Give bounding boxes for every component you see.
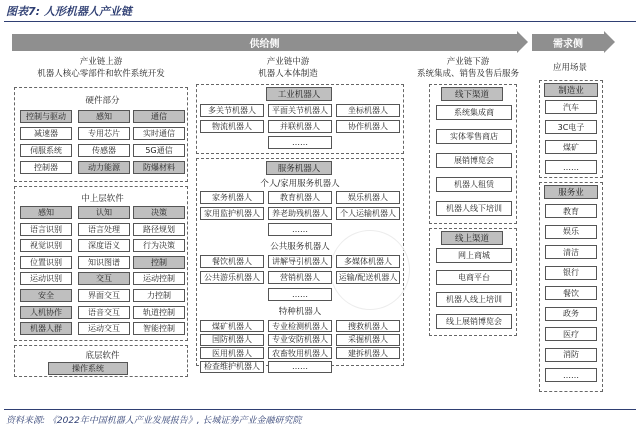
software-item: 界面交互 <box>78 289 130 302</box>
midstream-subtitle: 机器人本体制造 <box>258 69 318 79</box>
software-item: 语言识别 <box>20 223 72 236</box>
software-item: 视觉识别 <box>20 239 72 252</box>
operating-system-item: 操作系统 <box>48 362 128 375</box>
online-channel-item: 机器人线上培训 <box>436 292 512 307</box>
offline-channel-item: 展销博览会 <box>436 153 512 168</box>
industrial-robot-item: 并联机器人 <box>268 120 332 133</box>
hardware-item: 减速器 <box>20 127 72 140</box>
software-item: 交互 <box>78 272 130 285</box>
offline-channel-item: 机器人线下培训 <box>436 201 512 216</box>
hardware-label: 硬件部分 <box>85 96 120 106</box>
special-robot-item: 搜救机器人 <box>336 320 400 332</box>
downstream-header <box>408 56 528 80</box>
hardware-item: 防爆材料 <box>133 161 185 174</box>
home-service-more-item: …… <box>268 223 332 236</box>
home-service-item: 娱乐机器人 <box>336 191 400 204</box>
upstream-subtitle: 机器人核心零部件和软件系统开发 <box>37 69 165 79</box>
special-robot-item: 专业安防机器人 <box>268 334 332 346</box>
special-robot-item: 建拆机器人 <box>336 347 400 359</box>
public-service-item: 餐饮机器人 <box>200 255 264 268</box>
manufacturing-item: 煤矿 <box>545 140 597 154</box>
demand-side-label: 需求侧 <box>553 39 583 50</box>
service-industry-item: 餐饮 <box>545 286 597 300</box>
industrial-robot-item: 坐标机器人 <box>336 104 400 117</box>
service-industry-label: 服务业 <box>544 185 598 199</box>
upstream-header <box>16 56 186 80</box>
midstream-title: 产业链中游 <box>266 57 310 67</box>
software-item: 深度语义 <box>78 239 130 252</box>
software-item: 认知 <box>78 206 130 219</box>
public-service-item: 营销机器人 <box>268 271 332 284</box>
hardware-item: 控制与驱动 <box>20 110 72 123</box>
downstream-subtitle: 系统集成、销售及售后服务 <box>416 69 519 79</box>
software-item: 力控制 <box>133 289 185 302</box>
hardware-item: 传感器 <box>78 144 130 157</box>
manufacturing-item: 3C电子 <box>545 120 597 134</box>
hardware-item: 动力能源 <box>78 161 130 174</box>
public-service-label: 公共服务机器人 <box>270 242 330 252</box>
service-robot-label: 服务机器人 <box>266 161 332 175</box>
home-service-item: 个人运输机器人 <box>336 207 400 220</box>
industrial-robot-item: 协作机器人 <box>336 120 400 133</box>
software-item: 决策 <box>133 206 185 219</box>
public-service-item: 运输/配送机器人 <box>336 271 400 284</box>
supply-side-arrow <box>12 34 517 51</box>
midstream-header <box>228 56 348 80</box>
service-industry-item: 娱乐 <box>545 225 597 239</box>
home-service-item: 教育机器人 <box>268 191 332 204</box>
service-industry-item: 清洁 <box>545 245 597 259</box>
special-robot-item: 国防机器人 <box>200 334 264 346</box>
industrial-robot-item: 平面关节机器人 <box>268 104 332 117</box>
special-robot-item: 专业检测机器人 <box>268 320 332 332</box>
home-service-label: 个人/家用服务机器人 <box>260 179 340 189</box>
downstream-title: 产业链下游 <box>446 57 490 67</box>
special-robot-item: 煤矿机器人 <box>200 320 264 332</box>
source-note: 资料来源: 《2022年中国机器人产业发展报告》, 长城证券产业金融研究院 <box>6 416 302 426</box>
software-item: 运动控制 <box>133 272 185 285</box>
industrial-robot-item: 多关节机器人 <box>200 104 264 117</box>
software-item: 知识图谱 <box>78 256 130 269</box>
software-item: 智能控制 <box>133 322 185 335</box>
middleware-label: 中上层软件 <box>81 194 124 204</box>
bottom-software-label: 底层软件 <box>85 351 120 361</box>
software-item: 轨道控制 <box>133 306 185 319</box>
software-item: 运动识别 <box>20 272 72 285</box>
software-item: 控制 <box>133 256 185 269</box>
software-item: 行为决策 <box>133 239 185 252</box>
manufacturing-item: 汽车 <box>545 100 597 114</box>
service-industry-item: 银行 <box>545 266 597 280</box>
software-item: 安全 <box>20 289 72 302</box>
online-channel-item: 线上展销博览会 <box>436 314 512 329</box>
offline-channel-item: 系统集成商 <box>436 105 512 120</box>
title-divider <box>4 21 636 22</box>
industrial-robot-item: 物流机器人 <box>200 120 264 133</box>
service-industry-item: …… <box>545 368 597 382</box>
software-item: 路径规划 <box>133 223 185 236</box>
hardware-item: 控制器 <box>20 161 72 174</box>
public-service-item: 多媒体机器人 <box>336 255 400 268</box>
manufacturing-label: 制造业 <box>544 83 598 97</box>
software-item: 运动交互 <box>78 322 130 335</box>
hardware-item: 5G通信 <box>133 144 185 157</box>
hardware-item: 专用芯片 <box>78 127 130 140</box>
hardware-item: 通信 <box>133 110 185 123</box>
special-robot-item: …… <box>268 361 332 373</box>
figure-title: 图表7: 人形机器人产业链 <box>6 5 132 18</box>
service-industry-item: 政务 <box>545 307 597 321</box>
public-service-item: 公共游乐机器人 <box>200 271 264 284</box>
service-industry-item: 医疗 <box>545 327 597 341</box>
software-item: 位置识别 <box>20 256 72 269</box>
hardware-item: 伺服系统 <box>20 144 72 157</box>
special-robot-item: 采掘机器人 <box>336 334 400 346</box>
public-service-more-item: …… <box>268 288 332 301</box>
hardware-item: 实时通信 <box>133 127 185 140</box>
special-robot-label: 特种机器人 <box>278 307 322 317</box>
online-channel-item: 电商平台 <box>436 270 512 285</box>
home-service-item: 家用监护机器人 <box>200 207 264 220</box>
service-industry-item: 教育 <box>545 204 597 218</box>
offline-channel-label: 线下渠道 <box>441 87 503 101</box>
software-item: 机器人群 <box>20 322 72 335</box>
special-robot-item: 检查维护机器人 <box>200 361 264 373</box>
upstream-title: 产业链上游 <box>79 57 123 67</box>
software-item: 语音交互 <box>78 306 130 319</box>
online-channel-label: 线上渠道 <box>441 231 503 245</box>
industrial-more-item: …… <box>268 136 332 149</box>
public-service-item: 讲解导引机器人 <box>268 255 332 268</box>
special-robot-item: 农畜牧用机器人 <box>268 347 332 359</box>
hardware-item: 感知 <box>78 110 130 123</box>
demand-side-arrow <box>532 34 604 51</box>
home-service-item: 家务机器人 <box>200 191 264 204</box>
industrial-robot-label: 工业机器人 <box>266 87 332 101</box>
software-item: 语言处理 <box>78 223 130 236</box>
online-channel-item: 网上商城 <box>436 248 512 263</box>
source-divider <box>4 409 636 410</box>
special-robot-item: 医用机器人 <box>200 347 264 359</box>
application-header: 应用场景 <box>552 63 587 73</box>
supply-side-label: 供给侧 <box>249 39 280 50</box>
offline-channel-item: 机器人租赁 <box>436 177 512 192</box>
offline-channel-item: 实体零售商店 <box>436 129 512 144</box>
home-service-item: 养老助残机器人 <box>268 207 332 220</box>
software-item: 人机协作 <box>20 306 72 319</box>
software-item: 感知 <box>20 206 72 219</box>
service-industry-item: 消防 <box>545 348 597 362</box>
manufacturing-item: …… <box>545 160 597 174</box>
